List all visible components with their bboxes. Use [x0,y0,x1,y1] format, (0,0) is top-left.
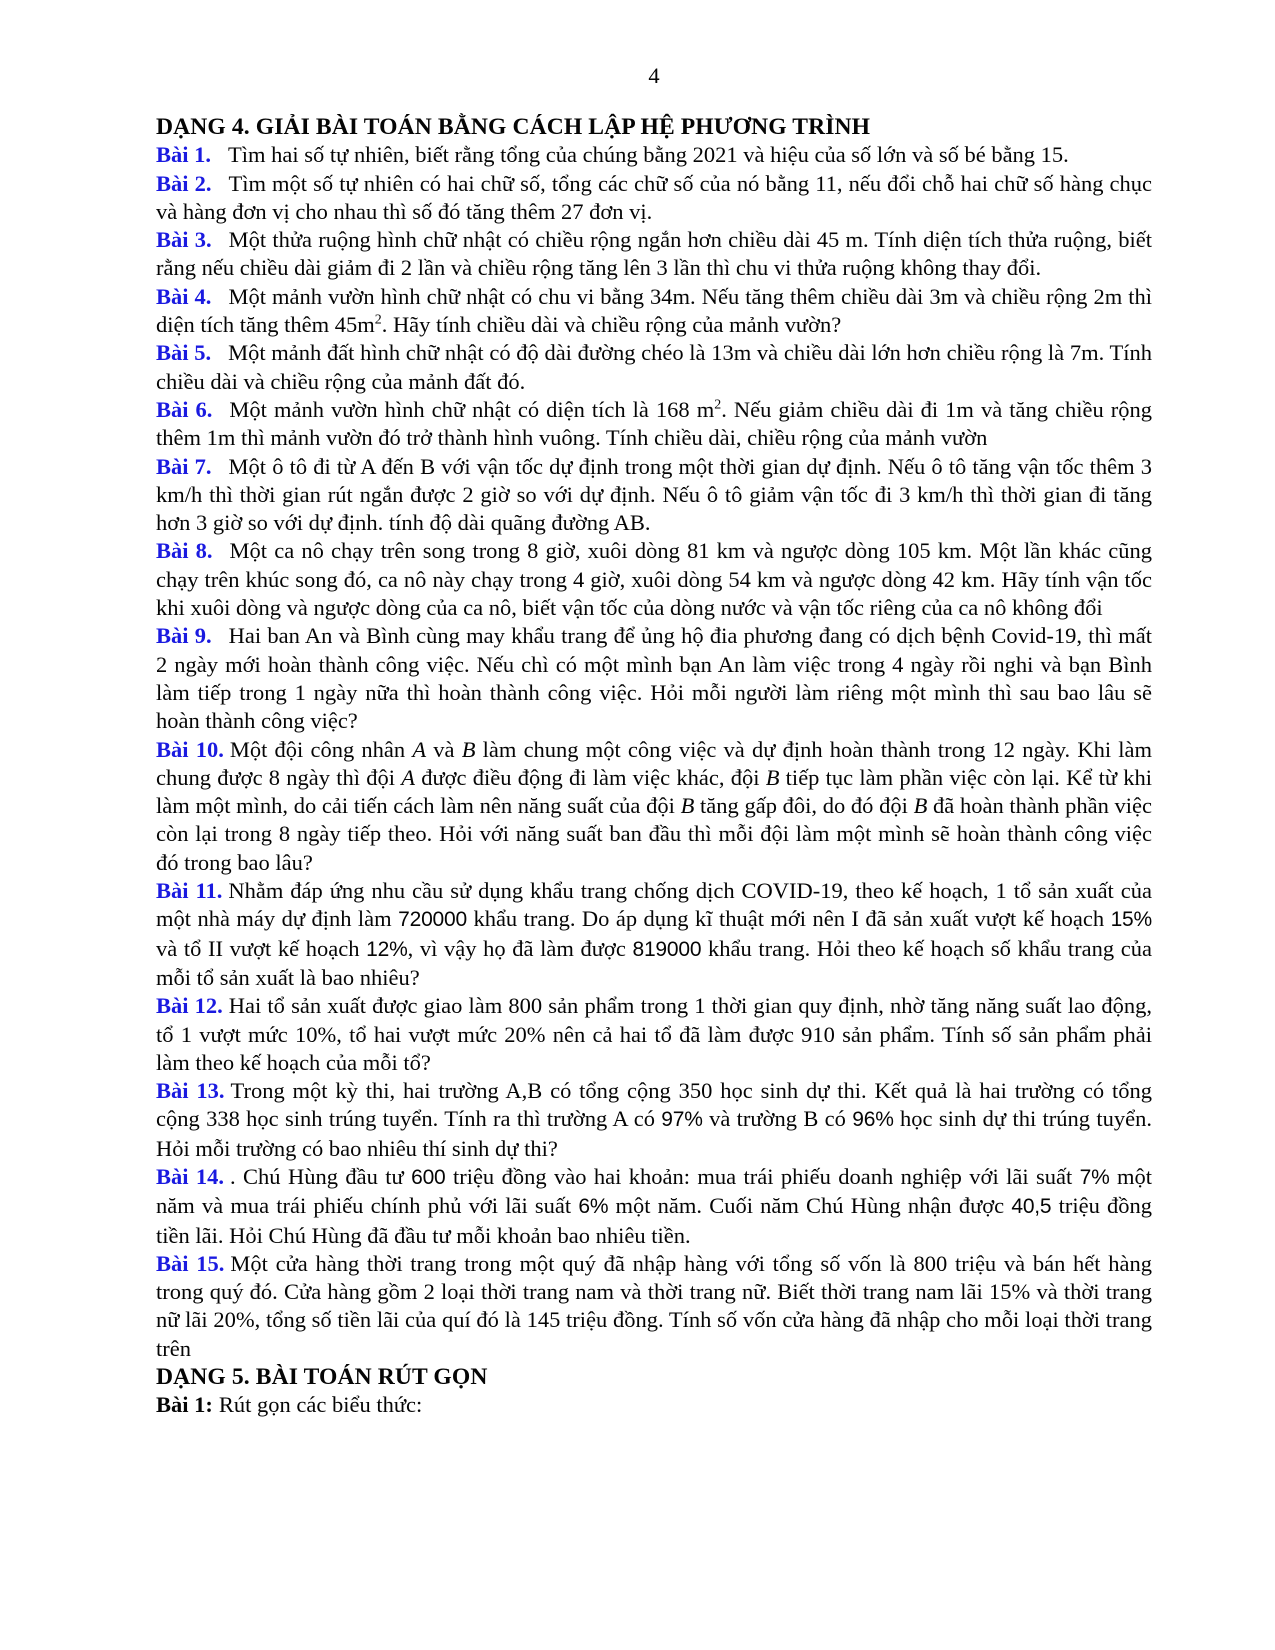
math-value: 96% [852,1108,894,1132]
text-run: khẩu trang. Hỏi theo kế hoạch số khẩu trang của mỗi tổ sản xuất là bao nhiêu? [156,935,1152,990]
exercise-7-bai-7 [156,453,1152,538]
text-run: Một đội công nhân [229,736,413,762]
text-run: Trong một kỳ thi, hai trường A,B có tổng cộng 350 học sinh dự thi. Kết quả là hai trường có tổng cộng 338 học sinh trúng tuyển. Tính ra thì trường A có [156,1078,1152,1132]
text-run: triệu đồng tiền lãi. Hỏi Chú Hùng đã đầu tư mỗi khoản bao nhiêu tiền. [156,1193,1153,1248]
text-run: . Nếu giảm chiều dài đi 1m và tăng chiều rộng thêm 1m thì mảnh vườn đó trở thành hình vuông. Tính chiều dài, chiều rộng của mảnh vườn [156,396,1152,451]
math-value: 12% [366,937,408,961]
text-run: Một cửa hàng thời trang trong một quý đã nhập hàng với tổng số vốn là 800 triệu và bán hết hàng trong quý đó. Cửa hàng gồm 2 loại thời trang nam và thời trang nữ. Biết thời trang nam lãi 15% và thời trang nữ lãi 20%, tổng số tiền lãi của quí đó là 145 triệu đồng. Tính số vốn cửa hàng đã nhập cho mỗi loại thời trang trên [156,1250,1152,1361]
text-run: Tìm hai số tự nhiên, biết rằng tổng của chúng bằng 2021 và hiệu của số lớn và số bé bằng 15. [228,142,1069,168]
text-run: làm chung một công việc và dự định hoàn thành trong 12 ngày. Khi làm chung được 8 ngày thì đội [156,736,1153,790]
exercise-label: Bài 2. [156,170,212,196]
math-value: 819000 [632,937,702,961]
math-value: 600 [411,1165,446,1189]
exercise-label: Bài 9. [156,623,212,649]
section-heading-0: DẠNG 4. GIẢI BÀI TOÁN BẰNG CÁCH LẬP HỆ PHƯƠNG TRÌNH [156,114,871,140]
text-run: B [913,793,928,819]
text-run: được điều động đi làm việc khác, đội [414,764,766,790]
text-run: tăng gấp đôi, do đó đội [694,793,914,819]
exercise-label: Bài 6. [156,396,213,422]
text-run: đã hoàn thành phần việc còn lại trong 8 ngày tiếp theo. Hỏi với năng suất ban đầu thì mỗi đội làm một mình sẽ hoàn thành công việc đó trong bao lâu? [156,793,1152,875]
text-run: Hai ban An và Bình cùng may khẩu trang để ủng hộ đia phương đang có dịch bệnh Covid-19, thì mất 2 ngày mới hoàn thành công việc. Nếu chì có một mình bạn An làm việc trong 4 ngày rồi nghi và bạn Bình làm tiếp trong 1 ngày nữa thì hoàn thành công việc. Hỏi mỗi người làm riêng một mình thì sau bao lâu sẽ hoàn thành công việc? [156,623,1152,734]
text-run: Một mảnh vườn hình chữ nhật có diện tích là 168 m [229,396,715,422]
text-run: Một mảnh đất hình chữ nhật có độ dài đường chéo là 13m và chiều dài lớn hơn chiều rộng là 7m. Tính chiều dài và chiều rộng của mảnh đất đó. [156,340,1152,394]
exercise-1-bai-1 [156,141,1152,169]
math-value: 7% [1079,1165,1110,1189]
exercise-6-bai-6 [156,396,1152,453]
exercise-label: Bài 1. [156,142,212,168]
math-value: 40,5 [1011,1195,1052,1219]
text-run: và [426,736,462,762]
text-run: và trường B có [702,1106,853,1132]
text-run: Nhằm đáp ứng nhu cầu sử dụng khẩu trang chống dịch COVID-19, theo kế hoạch, 1 tổ sản xuất của một nhà máy dự định làm [156,878,1152,932]
superscript: 2 [374,312,382,328]
exercise-8-bai-8 [156,537,1152,622]
exercise-10-bai-10 [156,736,1152,877]
text-run: và tổ II vượt kế hoạch [156,935,367,961]
text-run: Một ô tô đi từ A đến B với vận tốc dự định trong một thời gian dự định. Nếu ô tô tăng vận tốc thêm 3 km/h thì thời gian rút ngắn được 2 giờ so với dự định. Nếu ô tô giảm vận tốc đi 3 km/h thì thời gian đi tăng hơn 3 giờ so với dự định. tính độ dài quãng đường AB. [156,453,1152,536]
math-value: 97% [661,1108,703,1132]
text-run: , vì vậy họ đã làm được [407,935,633,961]
text-run: A [412,736,427,762]
exercise-9-bai-9 [156,622,1152,735]
text-run: B [461,736,476,762]
superscript: 2 [714,397,722,413]
section-heading-16: DẠNG 5. BÀI TOÁN RÚT GỌN [156,1364,488,1391]
exercise-14-bai-14 [156,1163,1152,1250]
exercise-label: Bài 14. [156,1163,225,1189]
exercise-label: Bài 11. [156,878,223,904]
exercise-label: Bài 8. [156,538,213,564]
text-run: . Chú Hùng đầu tư [230,1163,412,1189]
exercise-2-bai-2 [156,170,1152,227]
text-run: một năm và mua trái phiếu chính phủ với lãi suất [156,1163,1152,1219]
exercise-label: Bài 3. [156,227,212,253]
text-run: Một ca nô chạy trên song trong 8 giờ, xuôi dòng 81 km và ngược dòng 105 km. Một lần khác cũng chạy trên khúc song đó, ca nô này chạy trong 4 giờ, xuôi dòng 54 km và ngược dòng 42 km. Hãy tính vận tốc khi xuôi dòng và ngược dòng của ca nô, biết vận tốc của dòng nước và vận tốc riêng của ca nô không đổi [156,538,1152,621]
exercise-11-bai-11 [156,877,1152,992]
page-number: 4 [648,63,660,88]
text-run: Một thửa ruộng hình chữ nhật có chiều rộng ngắn hơn chiều dài 45 m. Tính diện tích thửa ruộng, biết rằng nếu chiều dài giảm đi 2 lần và chiều rộng tăng lên 3 lần thì chu vi thửa ruộng không thay đổi. [156,227,1152,281]
exercise-label: Bài 12. [156,993,223,1019]
text-run: Rút gọn các biểu thức: [218,1392,423,1418]
exercise-5-bai-5 [156,339,1152,396]
math-value: 720000 [398,908,467,932]
exercise-label: Bài 15. [156,1250,225,1276]
text-run: tiếp tục làm phần việc còn lại. Kể từ khi làm một mình, do cải tiến cách làm nên năng suất của đội [156,764,1152,819]
text-run: B [765,764,780,790]
exercise-4-bai-4 [156,283,1152,340]
text-run: học sinh dự thi trúng tuyển. Hỏi mỗi trường có bao nhiêu thí sinh dự thi? [156,1106,1152,1161]
exercise-label: Bài 1: [156,1392,213,1418]
exercise-17-bai-1 [156,1391,1152,1419]
math-value: 15% [1110,908,1153,932]
exercise-15-bai-15 [156,1250,1152,1363]
text-run: Tìm một số tự nhiên có hai chữ số, tổng các chữ số của nó bằng 11, nếu đổi chỗ hai chữ số hàng chục và hàng đơn vị cho nhau thì số đó tăng thêm 27 đơn vị. [156,170,1153,224]
text-run: triệu đồng vào hai khoản: mua trái phiếu doanh nghiệp với lãi suất [445,1163,1080,1189]
text-run: A [401,764,415,790]
text-run: khẩu trang. Do áp dụng kĩ thuật mới nên I đã sản xuất vượt kế hoạch [467,906,1111,932]
math-value: 6% [578,1195,609,1219]
exercise-label: Bài 13. [156,1078,225,1104]
text-run: Một mảnh vườn hình chữ nhật có chu vi bằng 34m. Nếu tăng thêm chiều dài 3m và chiều rộng 2m thì diện tích tăng thêm 45m [156,283,1153,338]
exercise-label: Bài 5. [156,340,212,366]
document-body [156,113,1152,1420]
exercise-13-bai-13 [156,1077,1152,1163]
exercise-label: Bài 7. [156,453,212,479]
text-run: một năm. Cuối năm Chú Hùng nhận được [608,1193,1012,1219]
text-run: B [680,793,695,819]
text-run: Hai tổ sản xuất được giao làm 800 sản phẩm trong 1 thời gian quy định, nhờ tăng năng suất lao động, tổ 1 vượt mức 10%, tổ hai vượt mức 20% nên cả hai tổ đã làm được 910 sản phẩm. Tính số sản phẩm phải làm theo kế hoạch của mỗi tổ? [156,993,1152,1075]
exercise-label: Bài 4. [156,283,212,309]
exercise-12-bai-12 [156,992,1152,1077]
exercise-3-bai-3 [156,226,1152,283]
exercise-label: Bài 10. [156,736,224,762]
text-run: . Hãy tính chiều dài và chiều rộng của mảnh vườn? [381,312,842,338]
